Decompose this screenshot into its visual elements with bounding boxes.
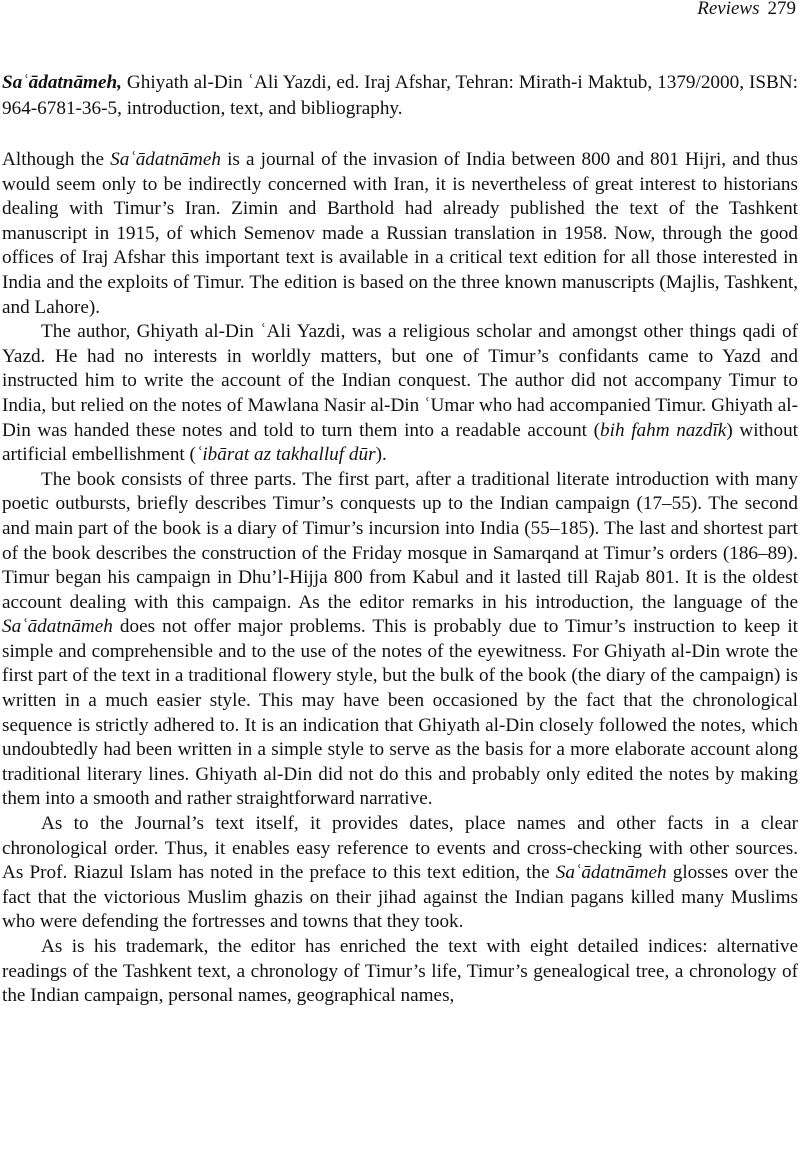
text-run: Although the [2,149,111,170]
text-run: is a journal of the invasion of India between 800 and 801 Hijri, and thus would seem only to be indirectly concerned with Iran, it is nevertheless of great interest to historians dealing with Timur’s Iran. Zimin and Barthold had already published the text of the Tashkent manuscript in 1915, of which Semenov made a Russian translation in 1958. Now, through the good offices of Iraj Afshar this important text is available in a critical text edition for all those interested in India and the exploits of Timur. The edition is based on the three known manuscripts (Majlis, Tashkent, and Lahore). [2,149,798,318]
book-title: Saʿādatnāmeh, [2,72,122,93]
page-number: 279 [767,0,796,19]
text-run: As to the Journal’s text itself, it provides dates, place names and other facts in a clear chronological order. Thus, it enables easy reference to events and cross-checking with other sources. As Prof. Riazul Islam has noted in the preface to this text edition, the [2,813,798,884]
paragraph [2,812,798,935]
text-run: The author, Ghiyath al-Din ʿAli Yazdi, was a religious scholar and amongst other things qadi of Yazd. He had no interests in worldly matters, but one of Timur’s confidants came to Yazd and instructed him to write the account of the Indian conquest. The author did not accompany Timur to India, but relied on the notes of Mawlana Nasir al-Din ʿUmar who had accompanied Timur. Ghiyath al-Din was handed these notes and told to turn them into a readable account ( [2,321,798,441]
italic-text: bih fahm nazdīk [600,419,727,441]
running-head [697,0,796,21]
italic-text: Saʿādatnāmeh [110,149,221,170]
text-run: glosses over the fact that the victorious Muslim ghazis on their jihad against the Indian pagans killed many Muslims who were defending the fortresses and towns that they took. [2,862,798,933]
italic-text: Saʿādatnāmeh [555,862,667,884]
text-run: does not offer major problems. This is probably due to Timur’s instruction to keep it simple and comprehensible and to the use of the notes of the eyewitness. For Ghiyath al-Din wrote the first part of the text in a traditional flowery style, but the bulk of the book (the diary of the campaign) is written in a much easier style. This may have been occasioned by the fact that the chronological sequence is strictly adhered to. It is an indication that Ghiyath al-Din closely followed the notes, which undoubtedly had been written in a simple style to serve as the basis for a more elaborate account along traditional literary lines. Ghiyath al-Din did not do this and probably only edited the notes by making them into a smooth and rather straightforward narrative. [2,616,798,810]
text-run: As is his trademark, the editor has enriched the text with eight detailed indices: alternative readings of the Tashkent text, a chronology of Timur’s life, Timur’s genealogical tree, a chronology of the Indian campaign, personal names, geographical names, [2,936,798,1007]
paragraph [2,320,798,468]
text-run: ) without artificial embellishment ( [2,419,798,466]
paragraph [2,148,798,320]
running-head-section: Reviews [697,0,760,19]
text-run: ). [375,444,387,466]
italic-text: ʿibārat az takhalluf dūr [195,444,376,466]
paragraph [2,935,798,1009]
book-citation [2,70,798,122]
italic-text: Saʿādatnāmeh [2,616,113,638]
text-run: The book consists of three parts. The first part, after a traditional literate introduction with many poetic outbursts, briefly describes Timur’s conquests up to the Indian campaign (17–55). The second and main part of the book is a diary of Timur’s incursion into India (55–185). The last and shortest part of the book describes the construction of the Friday mosque in Samarqand at Timur’s orders (186–89). Timur began his campaign in Dhu’l-Hijja 800 from Kabul and it lasted till Rajab 801. It is the oldest account dealing with this campaign. As the editor remarks in his introduction, the language of the [2,468,798,613]
book-details: Ghiyath al-Din ʿAli Yazdi, ed. Iraj Afshar, Tehran: Mirath-i Maktub, 1379/2000, ISBN: 964-6781-36-5, introduction, text, and bibliography. [2,72,798,119]
review-body [2,148,798,1009]
paragraph [2,468,798,812]
